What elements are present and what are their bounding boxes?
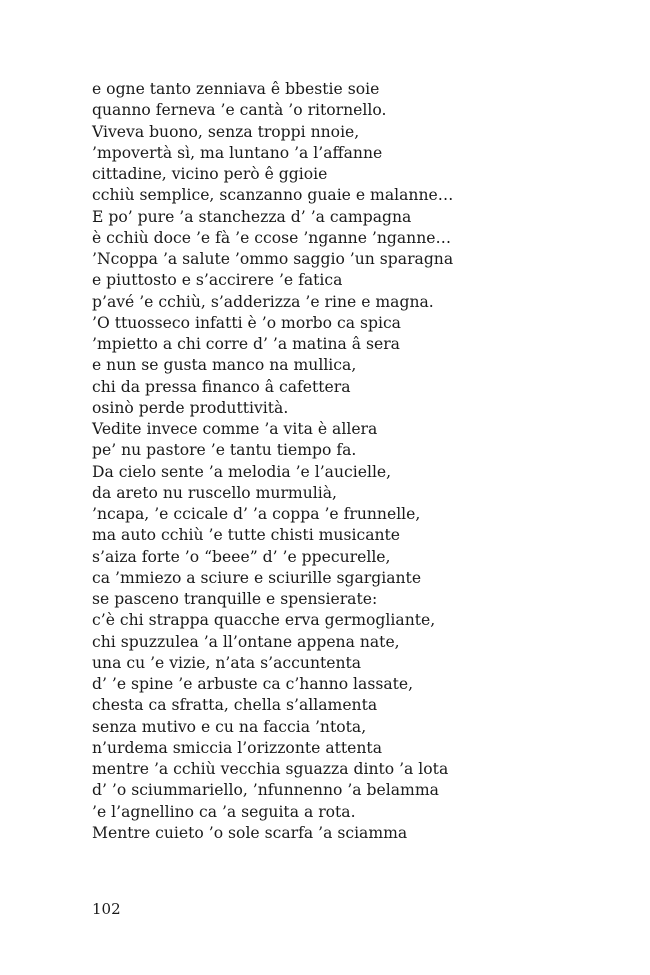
poem-line: ’e l’agnellino ca ’a seguita a rota. bbox=[92, 802, 356, 821]
poem-line: chesta ca sfratta, chella s’allamenta bbox=[92, 696, 378, 715]
poem-line: d’ ’e spine ’e arbuste ca c’hanno lassate, bbox=[92, 675, 414, 693]
page-number: 102 bbox=[92, 900, 121, 918]
poem-line: s’aiza forte ’o “beee” d’ ’e ppecurelle, bbox=[92, 547, 391, 566]
poem-line: senza mutivo e cu na faccia ’ntota, bbox=[92, 717, 367, 736]
poem-line: ca ’mmiezo a sciure e sciurille sgargiante bbox=[92, 568, 422, 587]
poem-text bbox=[92, 79, 453, 844]
poem-line: chi spuzzulea ’a ll’ontane appena nate, bbox=[92, 632, 400, 651]
poem-line: ’Ncoppa ’a salute ’ommo saggio ’un sparagna bbox=[92, 250, 454, 268]
poem-line: n’urdema smiccia l’orizzonte attenta bbox=[92, 738, 382, 757]
poem-line: se pasceno tranquille e spensierate: bbox=[92, 590, 378, 608]
poem-line: e piuttosto e s’accirere ’e fatica bbox=[92, 271, 343, 290]
poem-line: ’ncapa, ’e ccicale d’ ’a coppa ’e frunnelle, bbox=[92, 505, 421, 523]
poem-line: quanno ferneva ’e cantà ’o ritornello. bbox=[92, 101, 387, 120]
poem-line: ’O ttuosseco infatti è ’o morbo ca spica bbox=[92, 313, 401, 332]
poem-line: d’ ’o sciummariello, ’nfunnenno ’a belamma bbox=[92, 781, 439, 800]
poem-line: ’mpovertà sì, ma luntano ’a l’affanne bbox=[92, 143, 383, 162]
poem-line: da areto nu ruscello murmulià, bbox=[92, 483, 337, 502]
poem-line: cittadine, vicino però ê ggioie bbox=[92, 165, 328, 183]
poem-line: una cu ’e vizie, n’ata s’accuntenta bbox=[92, 653, 362, 672]
poem-line: Viveva buono, senza troppi nnoie, bbox=[92, 122, 360, 141]
poem-line: e ogne tanto zenniava ê bbestie soie bbox=[92, 80, 380, 98]
poem-line: Mentre cuieto ’o sole scarfa ’a sciamma bbox=[92, 823, 408, 842]
poem-line: Da cielo sente ’a melodia ’e l’aucielle, bbox=[92, 462, 392, 481]
poem-line: p’avé ’e cchiù, s’adderizza ’e rine e magna. bbox=[92, 292, 434, 311]
poem-line: c’è chi strappa quacche erva germogliante, bbox=[92, 611, 436, 630]
poem-line: E po’ pure ’a stanchezza d’ ’a campagna bbox=[92, 207, 412, 226]
poem-line: Vedite invece comme ’a vita è allera bbox=[92, 420, 378, 438]
poem-line: cchiù semplice, scanzanno guaie e malanne… bbox=[92, 186, 454, 205]
poem-line: è cchiù doce ’e fà ’e ccose ’nganne ’nganne… bbox=[92, 228, 452, 247]
poem-line: e nun se gusta manco na mullica, bbox=[92, 356, 357, 375]
poem-line: osinò perde produttività. bbox=[92, 398, 289, 417]
poem-line: pe’ nu pastore ’e tantu tiempo fa. bbox=[92, 441, 357, 460]
poem-line: chi da pressa financo â cafettera bbox=[92, 377, 351, 396]
poem-line: ma auto cchiù ’e tutte chisti musicante bbox=[92, 526, 401, 545]
poem-line: ’mpietto a chi corre d’ ’a matina â sera bbox=[92, 335, 400, 353]
poem-line: mentre ’a cchiù vecchia sguazza dinto ’a lota bbox=[92, 760, 449, 778]
